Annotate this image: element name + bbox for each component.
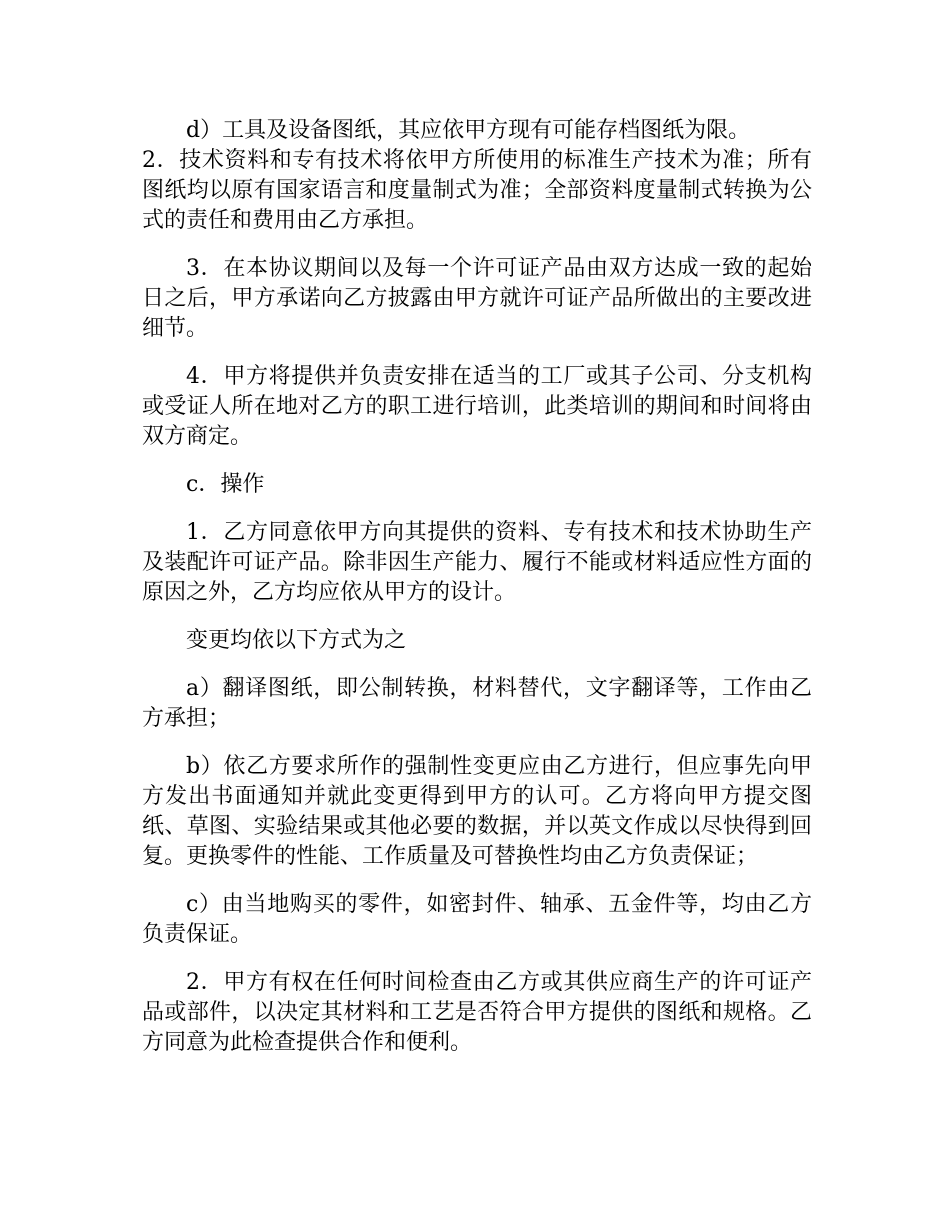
paragraph-production-assembly: 1．乙方同意依甲方向其提供的资料、专有技术和技术协助生产及装配许可证产品。除非因生产能力、履行不能或材料适应性方面的原因之外，乙方均应依从甲方的设计。 (142, 520, 812, 605)
paragraph-translation-drawings: a）翻译图纸，即公制转换，材料替代，文字翻译等，工作由乙方承担； (142, 676, 812, 731)
paragraph-tools-drawings: d）工具及设备图纸，其应依甲方现有可能存档图纸为限。 (186, 118, 751, 143)
paragraph-mandatory-changes: b）依乙方要求所作的强制性变更应由乙方进行，但应事先向甲方发出书面通知并就此变更得到甲方的认可。乙方将向甲方提交图纸、草图、实验结果或其他必要的数据，并以英文作成以尽快得到回复。更换零件的性能、工作质量及可替换性均由乙方负责保证； (142, 754, 812, 869)
paragraph-improvement-disclosure: 3．在本协议期间以及每一个许可证产品由双方达成一致的起始日之后，甲方承诺向乙方披露由甲方就许可证产品所做出的主要改进细节。 (142, 256, 812, 341)
paragraph-local-parts: c）由当地购买的零件，如密封件、轴承、五金件等，均由乙方负责保证。 (142, 892, 812, 947)
paragraph-changes-intro: 变更均依以下方式为之 (186, 628, 407, 653)
paragraph-inspection-rights: 2．甲方有权在任何时间检查由乙方或其供应商生产的许可证产品或部件，以决定其材料和工艺是否符合甲方提供的图纸和规格。乙方同意为此检查提供合作和便利。 (142, 970, 812, 1055)
paragraph-technical-data: 2．技术资料和专有技术将依甲方所使用的标准生产技术为准；所有图纸均以原有国家语言和度量制式为准；全部资料度量制式转换为公式的责任和费用由乙方承担。 (142, 148, 812, 233)
paragraph-training: 4．甲方将提供并负责安排在适当的工厂或其子公司、分支机构或受证人所在地对乙方的职工进行培训，此类培训的期间和时间将由双方商定。 (142, 364, 812, 449)
section-heading-operation: c．操作 (186, 472, 265, 497)
document-body (142, 116, 812, 1076)
